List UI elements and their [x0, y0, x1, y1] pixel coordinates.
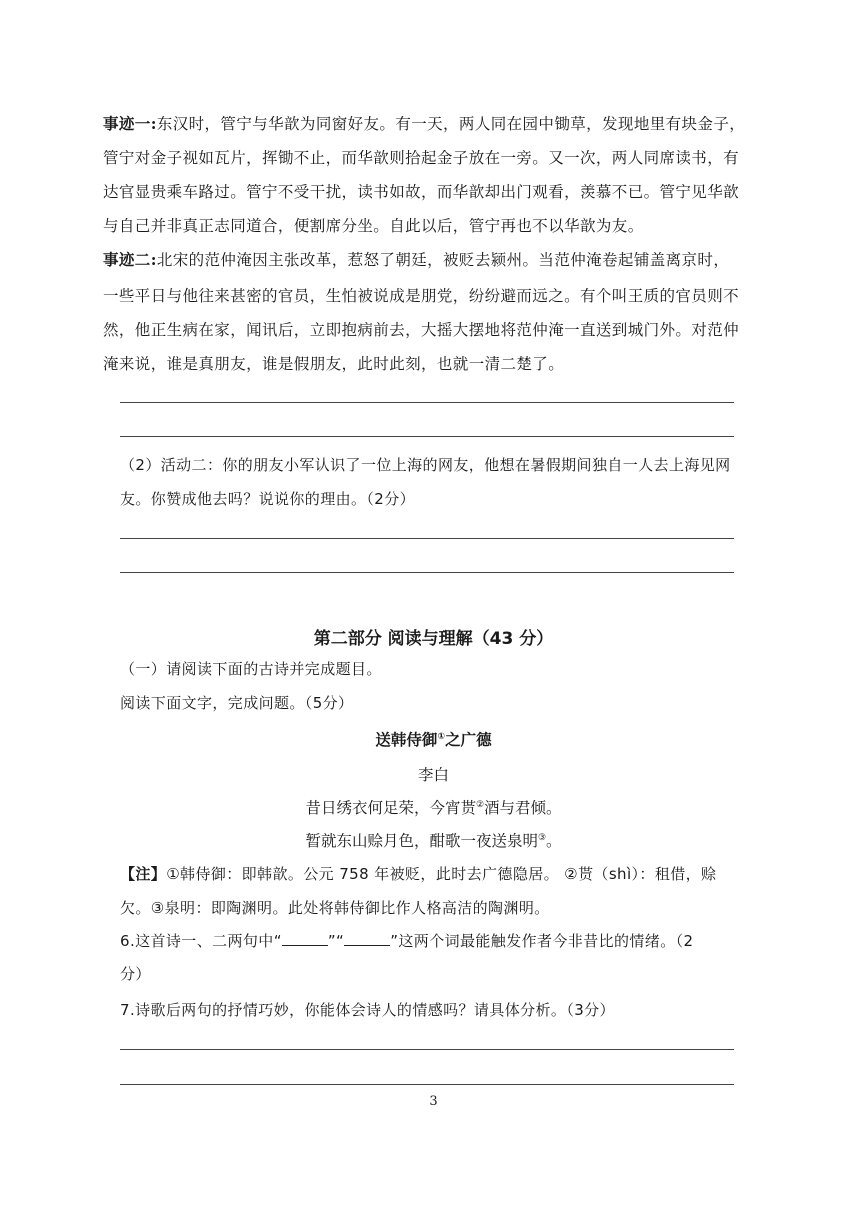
- poem-line-2: [0, 829, 867, 851]
- poem-title-main: 送韩侍御: [375, 731, 438, 749]
- deed-two-line-1: [103, 243, 729, 277]
- notes-line-1: [120, 857, 716, 891]
- poem-line-1-b: 酒与君倾。: [484, 799, 562, 817]
- poem-author: 李白: [417, 766, 449, 784]
- question-7: 7.诗歌后两句的抒情巧妙，你能体会诗人的情感吗？请具体分析。（3分）: [120, 1001, 615, 1019]
- question-6-text-a: 6.这首诗一、二两句中“: [120, 932, 282, 950]
- question-6-text-c: ”这两个词最能触发作者今非昔比的情绪。（2: [390, 932, 694, 950]
- question-6: [120, 924, 693, 958]
- deed-two-line-4: 淹来说，谁是真朋友，谁是假朋友，此时此刻，也就一清二楚了。: [103, 355, 565, 373]
- poem-line-1-a: 昔日绣衣何足荣，今宵贳: [305, 799, 476, 817]
- notes-label: 【注】: [120, 865, 167, 883]
- deed-two-line-2: 一些平日与他往来甚密的官员，生怕被说成是朋党，纷纷避而远之。有个叫王质的官员则不: [103, 287, 740, 305]
- notes-text-1: ①韩侍御：即韩歆。公元 758 年被贬，此时去广德隐居。 ②贳（shì）：租借，赊: [166, 865, 717, 883]
- activity-two-line-1: （2）活动二：你的朋友小军认识了一位上海的网友，他想在暑假期间独自一人去上海见网: [120, 456, 731, 474]
- fill-blank-1[interactable]: [282, 931, 328, 946]
- question-6-text-b: ”“: [327, 932, 345, 950]
- poem-line-2-a: 暂就东山赊月色，酣歌一夜送泉明: [305, 832, 538, 850]
- deed-two-text-1: 北宋的范仲淹因主张改革，惹怒了朝廷，被贬去颍州。当范仲淹卷起铺盖离京时，: [156, 251, 730, 269]
- poem-line-1: [0, 796, 867, 818]
- deed-one-line-4: 与自己并非真正志同道合，便割席分坐。自此以后，管宁再也不以华歆为友。: [103, 217, 644, 235]
- deed-one-line-3: 达官显贵乘车路过。管宁不受干扰，读书如故，而华歆却出门观看，羡慕不已。管宁见华歆: [103, 183, 740, 201]
- answer-line[interactable]: [120, 402, 734, 403]
- answer-line[interactable]: [120, 436, 734, 437]
- poem-footnote-mark: ③: [537, 832, 547, 843]
- part-two-title: 第二部分 阅读与理解（43 分）: [313, 629, 554, 649]
- activity-two-line-2: 友。你赞成他去吗？说说你的理由。（2分）: [120, 490, 416, 508]
- part-two-sub-1: （一）请阅读下面的古诗并完成题目。: [120, 660, 382, 678]
- fill-blank-2[interactable]: [344, 931, 390, 946]
- deed-one-line-1: [103, 107, 745, 141]
- answer-line[interactable]: [120, 572, 734, 573]
- answer-line[interactable]: [120, 538, 734, 539]
- poem-title: [0, 728, 867, 750]
- answer-line[interactable]: [120, 1049, 734, 1050]
- deed-one-line-2: 管宁对金子视如瓦片，挥锄不止，而华歆则拾起金子放在一旁。又一次，两人同席读书，有: [103, 149, 740, 167]
- notes-line-2: 欠。③泉明：即陶渊明。此处将韩侍御比作人格高洁的陶渊明。: [120, 899, 550, 917]
- deed-two-line-3: 然，他正生病在家，闻讯后，立即抱病前去，大摇大摆地将范仲淹一直送到城门外。对范仲: [103, 321, 740, 339]
- poem-line-2-b: 。: [546, 832, 562, 850]
- question-6-line-2: 分）: [120, 965, 151, 983]
- poem-title-tail: 之广德: [445, 731, 492, 749]
- deed-two-label: 事迹二:: [103, 250, 157, 269]
- deed-one-label: 事迹一:: [103, 114, 157, 133]
- poem-title-footnote-mark: ①: [437, 731, 446, 742]
- part-two-sub-2: 阅读下面文字，完成问题。（5分）: [120, 694, 354, 712]
- poem-footnote-mark: ②: [475, 799, 485, 810]
- page-number: 3: [429, 1094, 438, 1109]
- answer-line[interactable]: [120, 1084, 734, 1085]
- deed-one-text-1: 东汉时，管宁与华歆为同窗好友。有一天，两人同在园中锄草，发现地里有块金子，: [156, 115, 746, 133]
